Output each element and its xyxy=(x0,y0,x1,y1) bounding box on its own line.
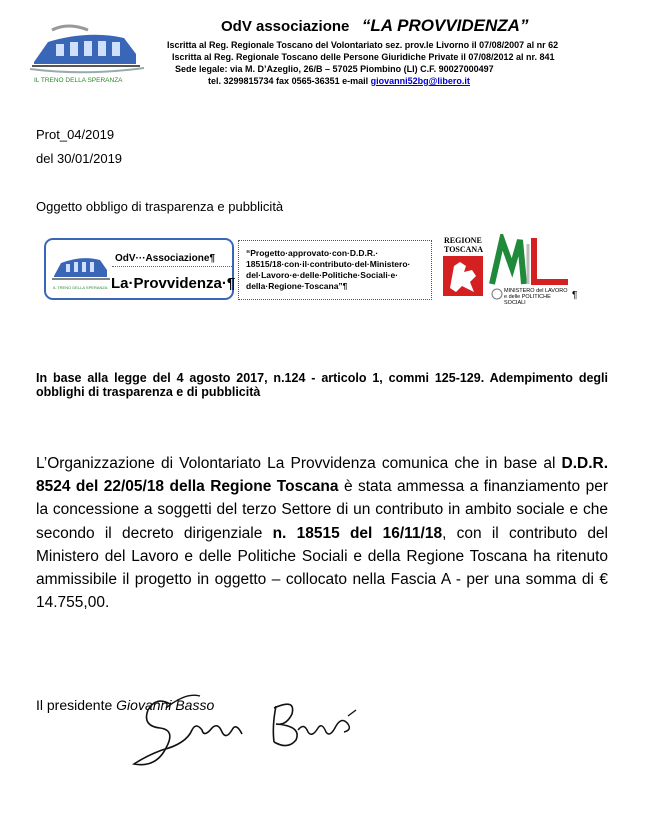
banner-divider xyxy=(112,266,232,267)
handwritten-signature xyxy=(126,686,366,776)
ministero-label: MINISTERO del LAVORO e delle POLITICHE SOCIALI xyxy=(504,288,568,306)
law-reference: In base alla legge del 4 agosto 2017, n.124 - articolo 1, commi 125-129. Adempimento degli obblighi di trasparenza e di pubblicità xyxy=(36,371,608,399)
banner-assoc-name: La·Provvidenza·¶ xyxy=(111,275,236,292)
body-decree-ref: n. 18515 del 16/11/18 xyxy=(272,524,443,542)
header-phone-fax: tel. 3299815734 fax 0565-36351 e-mail xyxy=(208,76,371,86)
regione-label-1: REGIONE xyxy=(444,236,482,245)
ministero-pilcrow: ¶ xyxy=(572,290,578,301)
logo-caption: IL TRENO DELLA SPERANZA xyxy=(34,77,123,84)
header-address: Sede legale: via M. D’Azeglio, 26/B – 57025 Piombino (LI) C.F. 90027000497 xyxy=(175,64,494,74)
subject-line: Oggetto obbligo di trasparenza e pubblicità xyxy=(36,199,284,214)
body-text-1: L’Organizzazione di Volontariato La Provvidenza comunica che in base al xyxy=(36,455,562,472)
regione-toscana-logo xyxy=(440,236,486,300)
president-name: Giovanni Basso xyxy=(116,697,215,713)
email-link[interactable]: giovanni52bg@libero.it xyxy=(370,76,470,86)
header-contacts xyxy=(208,76,470,86)
banner-logo-caption: IL TRENO DELLA SPERANZA xyxy=(53,285,108,290)
org-prefix: OdV associazione xyxy=(221,18,350,35)
body-text-3: , con il contributo del Ministero del Lavoro e delle Politiche Sociali e della Regione Toscana ha ritenuto ammissibile il progetto in oggetto – collocato nella Fascia A - per una somma di € 14.755,00. xyxy=(36,524,608,612)
banner-project-text: “Progetto·approvato·con·D.D.R.· 18515/18·con·il·contributo·del·Ministero· del·Lavoro·e·delle·Politiche·Sociali·e· della·Regione·Toscana”¶ xyxy=(246,248,411,291)
regione-label-2: TOSCANA xyxy=(444,245,483,254)
header-registration-2: Iscritta al Reg. Regionale Toscano delle Persone Giuridiche Private il 07/08/2012 al nr. 841 xyxy=(172,52,555,62)
body-text-2: è stata ammessa a finanziamento per la concessione a soggetti del terzo Settore di un contributo in ambito sociale e che secondo il decreto dirigenziale xyxy=(36,478,608,542)
protocol-date: del 30/01/2019 xyxy=(36,151,123,166)
protocol-number: Prot_04/2019 xyxy=(36,127,115,142)
body-paragraph xyxy=(36,452,608,614)
body-ddr-ref: D.D.R. 8524 del 22/05/18 della Regione Toscana xyxy=(36,455,608,496)
train-logo xyxy=(28,24,146,86)
train-logo-small xyxy=(50,250,112,292)
banner-assoc-label: OdV···Associazione¶ xyxy=(115,253,216,264)
header-registration-1: Iscritta al Reg. Regionale Toscano del Volontariato sez. prov.le Livorno il 07/08/2007 al nr 62 xyxy=(167,40,559,50)
signature-label: Il presidente xyxy=(36,697,117,713)
org-name: “LA PROVVIDENZA” xyxy=(361,16,529,35)
org-title xyxy=(221,16,528,36)
